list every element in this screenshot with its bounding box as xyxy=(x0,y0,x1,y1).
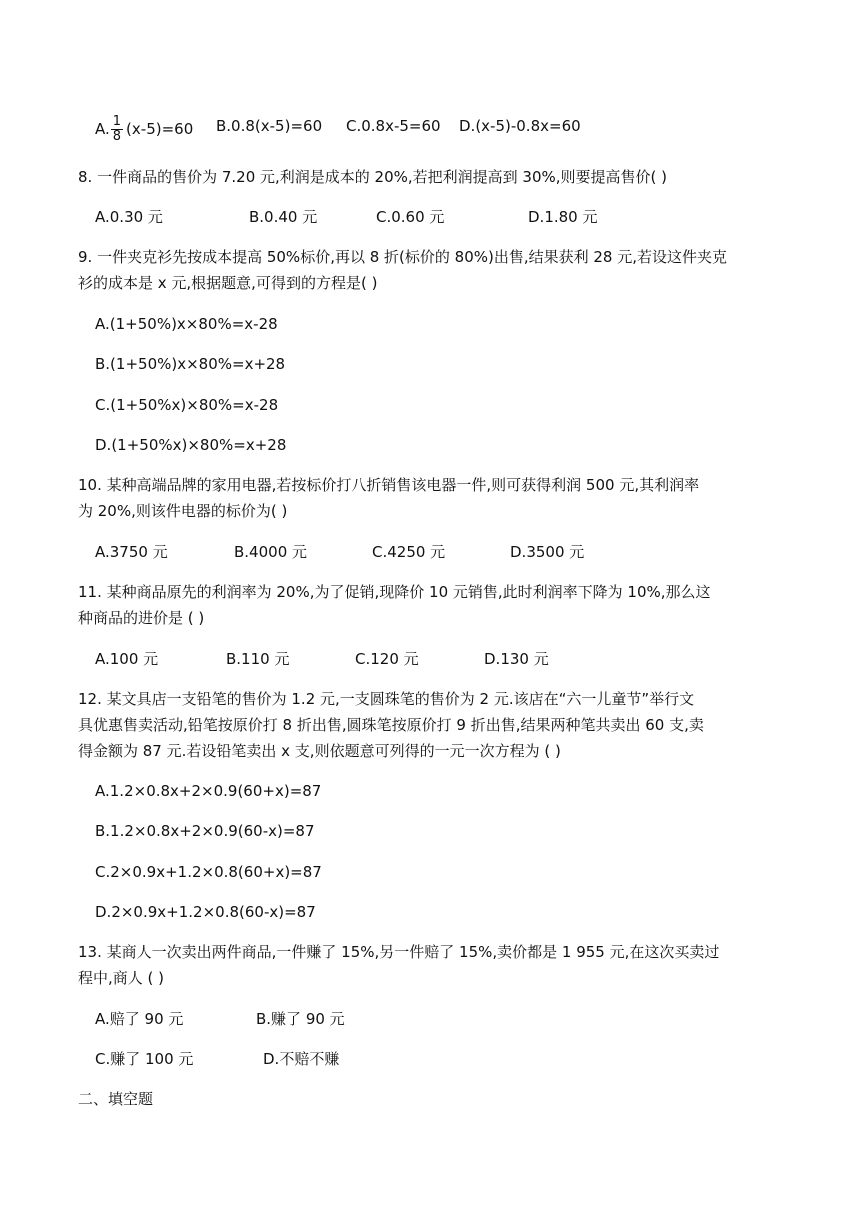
q13-option-c: C.赚了 100 元 xyxy=(95,1050,194,1068)
q7-option-a-rest: (x-5)=60 xyxy=(126,120,194,138)
q8-option-c: C.0.60 元 xyxy=(376,208,445,226)
q8-option-a: A.0.30 元 xyxy=(95,208,163,226)
q10-option-b: B.4000 元 xyxy=(234,543,308,561)
q9-stem-line1: 9. 一件夹克衫先按成本提高 50%标价,再以 8 折(标价的 80%)出售,结果获利 28 元,若设这件夹克 xyxy=(78,248,728,266)
q7-option-a-fraction xyxy=(111,115,123,144)
q12-option-b: B.1.2×0.8x+2×0.9(60-x)=87 xyxy=(95,822,315,840)
q12-option-c: C.2×0.9x+1.2×0.8(60+x)=87 xyxy=(95,863,322,881)
q7-fraction-numerator: 1 xyxy=(112,114,122,129)
q10-stem-line1: 10. 某种高端品牌的家用电器,若按标价打八折销售该电器一件,则可获得利润 500 元,其利润率 xyxy=(78,476,700,494)
q10-option-c: C.4250 元 xyxy=(372,543,446,561)
q9-option-d: D.(1+50%x)×80%=x+28 xyxy=(95,436,287,454)
q7-option-a-prefix: A. xyxy=(95,120,110,138)
q12-stem-line1: 12. 某文具店一支铅笔的售价为 1.2 元,一支圆珠笔的售价为 2 元.该店在“六一儿童节”举行文 xyxy=(78,690,695,708)
q8-option-b: B.0.40 元 xyxy=(249,208,318,226)
section-heading-fill-in: 二、填空题 xyxy=(78,1090,154,1108)
q7-option-a xyxy=(95,115,193,144)
q12-stem-line3: 得金额为 87 元.若设铅笔卖出 x 支,则依题意可列得的一元一次方程为 ( ) xyxy=(78,742,561,760)
q11-option-b: B.110 元 xyxy=(226,650,290,668)
q11-stem-line1: 11. 某种商品原先的利润率为 20%,为了促销,现降价 10 元销售,此时利润率下降为 10%,那么这 xyxy=(78,583,711,601)
q7-option-d: D.(x-5)-0.8x=60 xyxy=(459,117,581,135)
q12-stem-line2: 具优惠售卖活动,铅笔按原价打 8 折出售,圆珠笔按原价打 9 折出售,结果两种笔共卖出 60 支,卖 xyxy=(78,716,704,734)
q7-fraction-denominator: 8 xyxy=(112,129,122,144)
q9-option-c: C.(1+50%x)×80%=x-28 xyxy=(95,396,279,414)
q12-option-d: D.2×0.9x+1.2×0.8(60-x)=87 xyxy=(95,903,316,921)
q9-stem-line2: 衫的成本是 x 元,根据题意,可得到的方程是( ) xyxy=(78,274,378,292)
q13-stem-line1: 13. 某商人一次卖出两件商品,一件赚了 15%,另一件赔了 15%,卖价都是 1 955 元,在这次买卖过 xyxy=(78,943,720,961)
q10-stem-line2: 为 20%,则该件电器的标价为( ) xyxy=(78,502,288,520)
q11-stem-line2: 种商品的进价是 ( ) xyxy=(78,609,205,627)
q10-option-d: D.3500 元 xyxy=(510,543,585,561)
q12-option-a: A.1.2×0.8x+2×0.9(60+x)=87 xyxy=(95,782,322,800)
q7-option-c: C.0.8x-5=60 xyxy=(346,117,441,135)
q11-option-c: C.120 元 xyxy=(355,650,419,668)
q11-option-a: A.100 元 xyxy=(95,650,159,668)
q13-option-b: B.赚了 90 元 xyxy=(256,1010,345,1028)
q10-option-a: A.3750 元 xyxy=(95,543,168,561)
q9-option-a: A.(1+50%)x×80%=x-28 xyxy=(95,315,278,333)
q11-option-d: D.130 元 xyxy=(484,650,549,668)
q13-stem-line2: 程中,商人 ( ) xyxy=(78,969,165,987)
q13-option-a: A.赔了 90 元 xyxy=(95,1010,184,1028)
q7-option-b: B.0.8(x-5)=60 xyxy=(216,117,323,135)
q8-option-d: D.1.80 元 xyxy=(528,208,598,226)
q8-stem: 8. 一件商品的售价为 7.20 元,利润是成本的 20%,若把利润提高到 30%,则要提高售价( ) xyxy=(78,168,668,186)
q9-option-b: B.(1+50%)x×80%=x+28 xyxy=(95,355,286,373)
q13-option-d: D.不赔不赚 xyxy=(263,1050,340,1068)
